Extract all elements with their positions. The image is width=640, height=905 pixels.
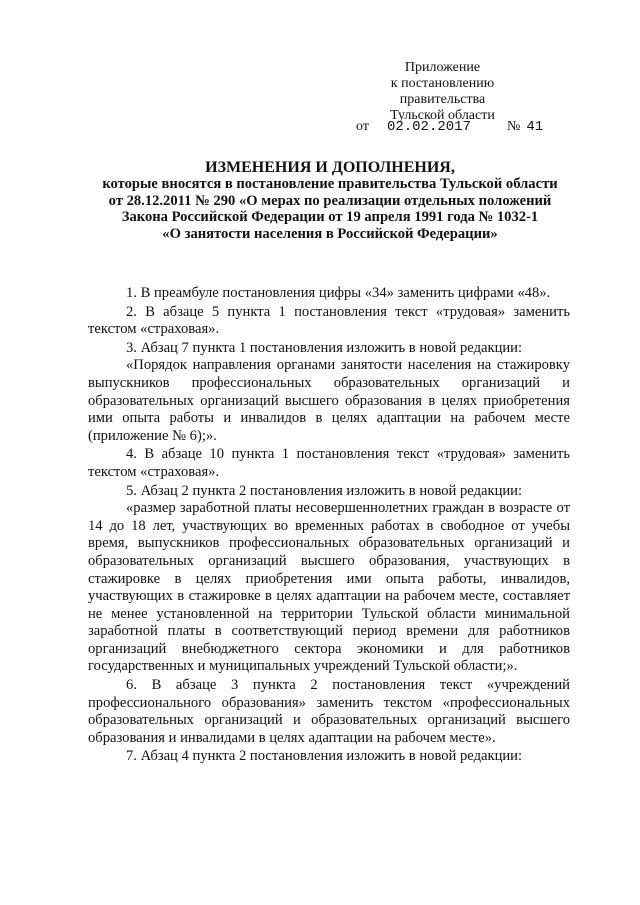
from-label: от <box>356 119 369 134</box>
appendix-line: Приложение <box>404 60 481 75</box>
title-line: «О занятости населения в Российской Федерации» <box>162 225 498 242</box>
title-line: которые вносятся в постановление правительства Тульской области <box>102 176 558 193</box>
paragraph: 3. Абзац 7 пункта 1 постановления изложить в новой редакции: <box>126 339 523 356</box>
paragraph: 1. В преамбуле постановления цифры «34» заменить цифрами «48». <box>126 285 551 301</box>
resolution-reference <box>356 119 543 135</box>
paragraph: 6. В абзаце 3 пункта 2 постановления текст «учреждений профессионального образования» заменить текстом «профессиональных образовательных организаций и образовательных организаций высшего образования и инвалидами в целях адаптации на рабочем месте». <box>88 677 570 746</box>
resolution-number: 41 <box>526 119 544 135</box>
paragraph: «Порядок направления органами занятости населения на стажировку выпускников профессиональных образовательных организаций и образовательных организаций высшего образования в целях приобретения ими опыта работы и инвалидов в целях адаптации на рабочем месте (приложение № 6);». <box>88 357 570 444</box>
number-label: № <box>506 119 521 134</box>
appendix-block <box>355 60 530 124</box>
title-line: от 28.12.2011 № 290 «О мерах по реализации отдельных положений <box>108 192 552 209</box>
appendix-line: Тульской области <box>390 108 495 123</box>
paragraph: «размер заработной платы несовершеннолетних граждан в возрасте от 14 до 18 лет, участвующих во временных работах в свободное от учебы время, выпускников профессиональных образовательных организаций и образовательных организаций высшего образования, участвующих в стажировке в целях приобретения ими опыта работы, инвалидов, участвующих в стажировке в целях адаптации на рабочем месте, составляет не менее установленной на территории Тульской области минимальной заработной платы в соответствующий период времени для работников организаций внебюджетного сектора экономики и для работников государственных и муниципальных учреждений Тульской области;». <box>88 500 570 675</box>
paragraph: 2. В абзаце 5 пункта 1 постановления текст «трудовая» заменить текстом «страховая». <box>88 303 570 338</box>
appendix-line: к постановлению правительства <box>390 76 495 107</box>
resolution-date: 02.02.2017 <box>386 119 471 135</box>
paragraph: 5. Абзац 2 пункта 2 постановления изложить в новой редакции: <box>126 482 523 499</box>
paragraph: 7. Абзац 4 пункта 2 постановления изложить в новой редакции: <box>126 748 523 765</box>
document-title <box>80 160 580 242</box>
document-body <box>88 285 570 766</box>
title-line: ИЗМЕНЕНИЯ И ДОПОЛНЕНИЯ, <box>205 159 455 176</box>
paragraph: 4. В абзаце 10 пункта 1 постановления текст «трудовая» заменить текстом «страховая». <box>88 446 570 480</box>
title-line: Закона Российской Федерации от 19 апреля 1991 года № 1032-1 <box>121 209 539 226</box>
